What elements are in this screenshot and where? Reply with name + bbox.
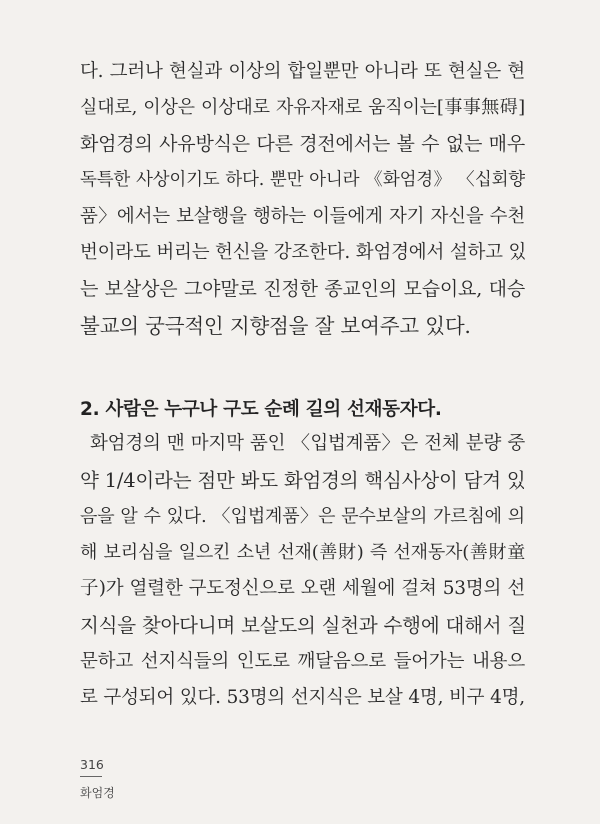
- footer-divider: [80, 776, 102, 777]
- text-line: 는 보살상은 그야말로 진정한 종교인의 모습이요, 대승: [80, 278, 525, 300]
- text-line: 문하고 선지식들의 인도로 깨달음으로 들어가는 내용으: [80, 651, 525, 672]
- text-line: 약 1/4이라는 점만 봐도 화엄경의 핵심사상이 담겨 있: [80, 469, 526, 492]
- text-line: 해 보리심을 일으킨 소년 선재(善財) 즉 선재동자(善財童: [80, 542, 525, 563]
- text-line: 화엄경의 사유방식은 다른 경전에서는 볼 수 없는 매우: [80, 133, 525, 155]
- text-line: 실대로, 이상은 이상대로 자유자재로 움직이는[事事無碍]: [80, 97, 525, 118]
- text-line: 번이라도 버리는 헌신을 강조한다. 화엄경에서 설하고 있: [80, 242, 527, 263]
- section-heading: 2. 사람은 누구나 구도 순례 길의 선재동자다.: [80, 399, 442, 420]
- text-line: 로 구성되어 있다. 53명의 선지식은 보살 4명, 비구 4명,: [80, 687, 525, 708]
- text-line: 독특한 사상이기도 하다. 뿐만 아니라 《화엄경》 〈십회향: [80, 170, 525, 190]
- text-line: 다. 그러나 현실과 이상의 합일뿐만 아니라 또 현실은 현: [80, 61, 525, 82]
- text-line: 子)가 열렬한 구도정신으로 오랜 세월에 걸쳐 53명의 선: [80, 578, 525, 599]
- running-title: 화엄경: [80, 786, 115, 800]
- text-line: 지식을 찾아다니며 보살도의 실천과 수행에 대해서 질: [80, 614, 527, 637]
- text-line: 음을 알 수 있다. 〈입법계품〉은 문수보살의 가르침에 의: [80, 506, 525, 527]
- text-line: 품〉에서는 보살행을 행하는 이들에게 자기 자신을 수천: [80, 206, 525, 227]
- text-line: 화엄경의 맨 마지막 품인 〈입법계품〉은 전체 분량 중: [90, 433, 525, 454]
- text-line: 불교의 궁극적인 지향점을 잘 보여주고 있다.: [80, 314, 471, 338]
- page-number: 316: [80, 757, 104, 772]
